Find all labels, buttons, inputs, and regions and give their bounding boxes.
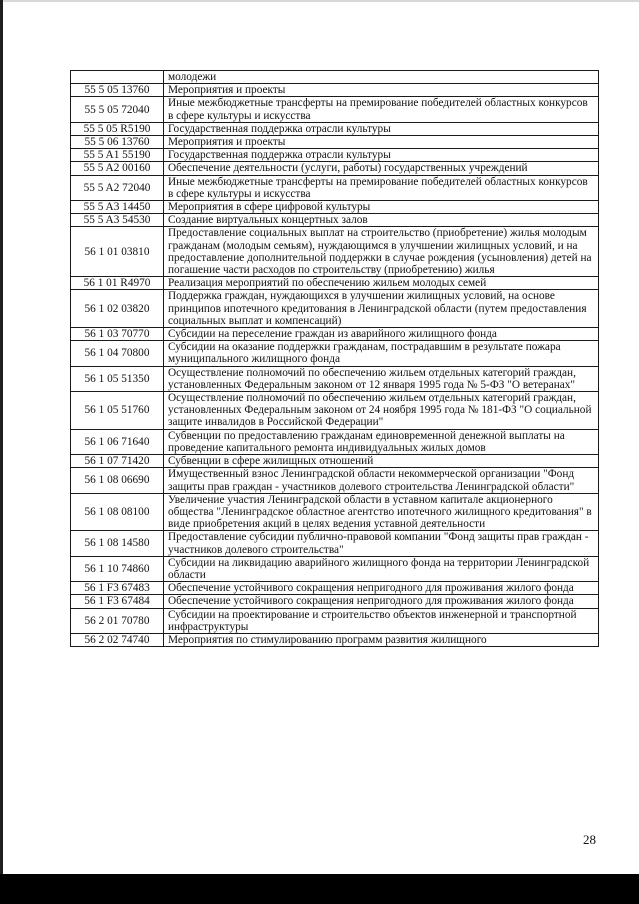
table-row xyxy=(71,608,599,633)
page-number: 28 xyxy=(583,832,596,847)
row-description: Предоставление субсидии публично-правовой компании "Фонд защиты прав граждан - участников долевого строительства" xyxy=(164,531,599,556)
row-code: 56 1 F3 67483 xyxy=(71,582,164,595)
table-row xyxy=(71,227,599,277)
row-description: Иные межбюджетные трансферты на премирование победителей областных конкурсов в сфере культуры и искусства xyxy=(164,175,599,200)
row-code: 55 5 05 72040 xyxy=(71,97,164,122)
row-description: Иные межбюджетные трансферты на премирование победителей областных конкурсов в сфере культуры и искусства xyxy=(164,97,599,122)
table-row xyxy=(71,277,599,290)
row-code: 55 5 A3 14450 xyxy=(71,201,164,214)
row-code: 56 1 05 51760 xyxy=(71,392,164,430)
row-description: Субвенции по предоставлению гражданам единовременной денежной выплаты на проведение капитального ремонта индивидуальных жилых домов xyxy=(164,429,599,454)
row-code: 56 2 02 74740 xyxy=(71,633,164,646)
row-code: 55 5 06 13760 xyxy=(71,136,164,149)
row-description: Субсидии на ликвидацию аварийного жилищного фонда на территории Ленинградской области xyxy=(164,556,599,581)
table-row xyxy=(71,214,599,227)
row-description: Субсидии на оказание поддержки гражданам, пострадавшим в результате пожара муниципального жилищного фонда xyxy=(164,341,599,366)
table-row xyxy=(71,97,599,122)
table-row xyxy=(71,149,599,162)
table-row xyxy=(71,290,599,328)
row-description: Имущественный взнос Ленинградской области некоммерческой организации "Фонд защиты прав граждан - участников долевого строительства Ленинградской области" xyxy=(164,468,599,493)
row-description: Создание виртуальных концертных залов xyxy=(164,214,599,227)
scan-top-edge xyxy=(0,0,639,2)
row-description: Мероприятия и проекты xyxy=(164,136,599,149)
row-description: Предоставление социальных выплат на строительство (приобретение) жилья молодым гражданам (молодым семьям), нуждающимся в улучшении жилищных условий, и на предоставление дополнительной поддержки в случае рождения (усыновления) детей на погашение части расходов по строительству (приобретению) жилья xyxy=(164,227,599,277)
row-description: Увеличение участия Ленинградской области в уставном капитале акционерного общества "Ленинградское областное агентство ипотечного жилищного кредитования" в виде приобретения акций в целях ведения уставной деятельности xyxy=(164,493,599,531)
table-row xyxy=(71,84,599,97)
table-row xyxy=(71,556,599,581)
row-code: 56 2 01 70780 xyxy=(71,608,164,633)
row-description: Мероприятия и проекты xyxy=(164,84,599,97)
table-row xyxy=(71,122,599,135)
budget-code-table xyxy=(70,70,599,647)
table-row xyxy=(71,328,599,341)
scan-bottom-band xyxy=(0,874,639,904)
row-description: Мероприятия в сфере цифровой культуры xyxy=(164,201,599,214)
table-row xyxy=(71,493,599,531)
row-description: Государственная поддержка отрасли культуры xyxy=(164,122,599,135)
row-description: Обеспечение устойчивого сокращения непригодного для проживания жилого фонда xyxy=(164,582,599,595)
row-code xyxy=(71,71,164,84)
scan-left-edge xyxy=(0,0,3,904)
row-code: 55 5 05 13760 xyxy=(71,84,164,97)
row-description: Осуществление полномочий по обеспечению жильем отдельных категорий граждан, установленных Федеральным законом от 24 ноября 1995 года № 181-ФЗ "О социальной защите инвалидов в Российской Федерации" xyxy=(164,392,599,430)
row-code: 56 1 03 70770 xyxy=(71,328,164,341)
table-row xyxy=(71,392,599,430)
row-description: Субсидии на проектирование и строительство объектов инженерной и транспортной инфраструктуры xyxy=(164,608,599,633)
table-row xyxy=(71,366,599,391)
table-row xyxy=(71,455,599,468)
table-body xyxy=(71,71,599,647)
row-description: Субвенции в сфере жилищных отношений xyxy=(164,455,599,468)
row-description: Обеспечение устойчивого сокращения непригодного для проживания жилого фонда xyxy=(164,595,599,608)
table-row xyxy=(71,595,599,608)
table-row xyxy=(71,429,599,454)
row-code: 56 1 07 71420 xyxy=(71,455,164,468)
row-description: Реализация мероприятий по обеспечению жильем молодых семей xyxy=(164,277,599,290)
row-code: 56 1 06 71640 xyxy=(71,429,164,454)
row-code: 56 1 08 14580 xyxy=(71,531,164,556)
row-code: 56 1 05 51350 xyxy=(71,366,164,391)
table-row xyxy=(71,531,599,556)
row-code: 56 1 02 03820 xyxy=(71,290,164,328)
row-description: Осуществление полномочий по обеспечению жильем отдельных категорий граждан, установленных Федеральным законом от 12 января 1995 года № 5-ФЗ "О ветеранах" xyxy=(164,366,599,391)
table-row xyxy=(71,162,599,175)
row-description: Поддержка граждан, нуждающихся в улучшении жилищных условий, на основе принципов ипотечного кредитования в Ленинградской области (путем предоставления социальных выплат и компенсаций) xyxy=(164,290,599,328)
budget-code-table-container xyxy=(70,70,598,647)
row-code: 55 5 A1 55190 xyxy=(71,149,164,162)
row-code: 56 1 08 06690 xyxy=(71,468,164,493)
table-row xyxy=(71,341,599,366)
row-description: Государственная поддержка отрасли культуры xyxy=(164,149,599,162)
row-description: Субсидии на переселение граждан из аварийного жилищного фонда xyxy=(164,328,599,341)
row-description: молодежи xyxy=(164,71,599,84)
table-row xyxy=(71,175,599,200)
table-row xyxy=(71,71,599,84)
row-code: 55 5 A2 00160 xyxy=(71,162,164,175)
row-code: 56 1 08 08100 xyxy=(71,493,164,531)
row-code: 56 1 F3 67484 xyxy=(71,595,164,608)
table-row xyxy=(71,201,599,214)
table-row xyxy=(71,633,599,646)
row-code: 55 5 05 R5190 xyxy=(71,122,164,135)
row-code: 56 1 04 70800 xyxy=(71,341,164,366)
row-code: 56 1 10 74860 xyxy=(71,556,164,581)
table-row xyxy=(71,582,599,595)
row-code: 56 1 01 03810 xyxy=(71,227,164,277)
row-code: 56 1 01 R4970 xyxy=(71,277,164,290)
row-code: 55 5 A2 72040 xyxy=(71,175,164,200)
row-code: 55 5 A3 54530 xyxy=(71,214,164,227)
row-description: Обеспечение деятельности (услуги, работы) государственных учреждений xyxy=(164,162,599,175)
row-description: Мероприятия по стимулированию программ развития жилищного xyxy=(164,633,599,646)
table-row xyxy=(71,468,599,493)
table-row xyxy=(71,136,599,149)
